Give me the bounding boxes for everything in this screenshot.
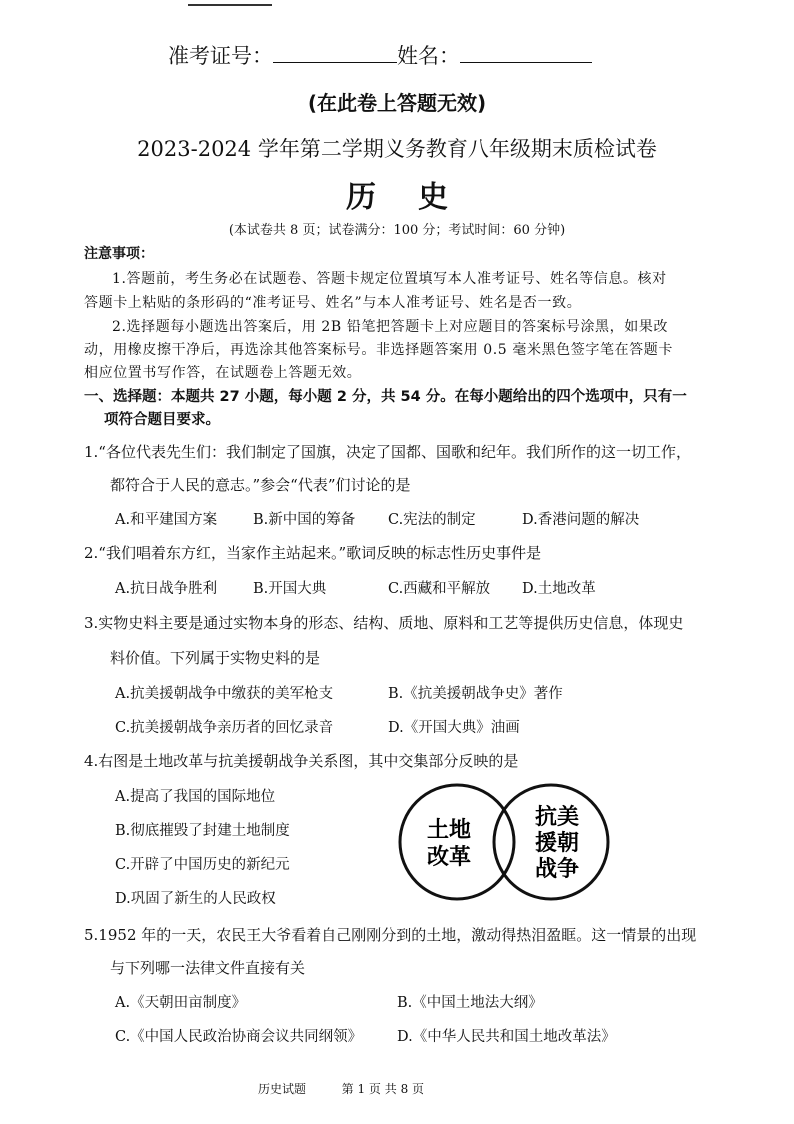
name-label: 姓名： [397, 44, 460, 68]
question-4-stem: 4.右图是土地改革与抗美援朝战争关系图，其中交集部分反映的是 [84, 752, 519, 770]
question-1-stem: 1.“各位代表先生们：我们制定了国旗，决定了国都、国歌和纪年。我们所作的这一切工作， [84, 443, 691, 461]
venn-right-label-3: 战争 [534, 857, 580, 882]
candidate-info-line [168, 40, 592, 70]
note-line: 1.答题前，考生务必在试题卷、答题卡规定位置填写本人准考证号、姓名等信息。核对 [112, 271, 667, 287]
footer-subject: 历史试题 [258, 1082, 307, 1096]
subject-title: 历史 [346, 180, 490, 215]
q3-option-c[interactable]: C.抗美援朝战争亲历者的回忆录音 [115, 720, 334, 736]
q3-option-b[interactable]: B.《抗美援朝战争史》著作 [388, 686, 563, 702]
q4-option-a[interactable]: A.提高了我国的国际地位 [115, 789, 276, 805]
q4-option-d[interactable]: D.巩固了新生的人民政权 [115, 891, 276, 907]
exam-id-label: 准考证号： [168, 44, 273, 68]
footer-page-number: 第 1 页 共 8 页 [341, 1082, 425, 1096]
venn-right-label-1: 抗美 [534, 805, 580, 830]
note-line: 2.选择题每小题选出答案后，用 2B 铅笔把答题卡上对应题目的答案标号涂黑，如果改 [112, 319, 669, 335]
q1-option-b[interactable]: B.新中国的筹备 [253, 512, 356, 528]
q3-option-d[interactable]: D.《开国大典》油画 [388, 720, 520, 736]
question-5-stem: 5.1952 年的一天，农民王大爷看着自己刚刚分到的土地，激动得热泪盈眶。这一情景的出现 [84, 926, 697, 944]
q5-option-b[interactable]: B.《中国土地法大纲》 [397, 995, 543, 1011]
q1-option-a[interactable]: A.和平建国方案 [115, 512, 218, 528]
q5-option-d[interactable]: D.《中华人民共和国土地改革法》 [397, 1029, 616, 1045]
venn-right-label-2: 援朝 [534, 831, 580, 856]
venn-left-label-2: 改革 [426, 845, 472, 870]
q4-option-b[interactable]: B.彻底摧毁了封建土地制度 [115, 823, 290, 839]
top-edge-mark [188, 0, 272, 6]
question-1-stem-cont: 都符合于人民的意志。”参会“代表”们讨论的是 [110, 476, 411, 494]
question-3-stem-cont: 料价值。下列属于实物史料的是 [110, 649, 321, 667]
q4-option-c[interactable]: C.开辟了中国历史的新纪元 [115, 857, 290, 873]
question-5-stem-cont: 与下列哪一法律文件直接有关 [110, 959, 306, 977]
note-line: 答题卡上粘贴的条形码的“准考证号、姓名”与本人准考证号、姓名是否一致。 [84, 295, 582, 311]
exam-title: 2023-2024 学年第二学期义务教育八年级期末质检试卷 [137, 137, 657, 161]
q1-option-c[interactable]: C.宪法的制定 [388, 512, 476, 528]
section-heading: 一、选择题：本题共 27 小题，每小题 2 分，共 54 分。在每小题给出的四个选项中，只有一 [84, 389, 687, 405]
venn-left-label-1: 土地 [426, 818, 472, 843]
question-3-stem: 3.实物史料主要是通过实物本身的形态、结构、质地、原料和工艺等提供历史信息，体现史 [84, 614, 684, 632]
venn-diagram [397, 782, 611, 902]
q3-option-a[interactable]: A.抗美援朝战争中缴获的美军枪支 [115, 686, 334, 702]
note-line: 相应位置书写作答，在试题卷上答题无效。 [84, 365, 362, 381]
name-blank[interactable] [460, 44, 592, 63]
q2-option-c[interactable]: C.西藏和平解放 [388, 581, 491, 597]
section-heading-cont: 项符合题目要求。 [104, 412, 220, 428]
q5-option-c[interactable]: C.《中国人民政治协商会议共同纲领》 [115, 1029, 363, 1045]
invalid-notice: (在此卷上答题无效) [307, 91, 487, 115]
q2-option-b[interactable]: B.开国大典 [253, 581, 327, 597]
question-2-stem: 2.“我们唱着东方红，当家作主站起来。”歌词反映的标志性历史事件是 [84, 544, 542, 562]
notes-heading: 注意事项： [84, 246, 154, 262]
q5-option-a[interactable]: A.《天朝田亩制度》 [115, 995, 247, 1011]
note-line: 动，用橡皮擦干净后，再选涂其他答案标号。非选择题答案用 0.5 毫米黑色签字笔在答题卡 [84, 342, 673, 358]
q2-option-d[interactable]: D.土地改革 [522, 581, 596, 597]
exam-info: (本试卷共 8 页；试卷满分：100 分；考试时间：60 分钟) [228, 223, 566, 238]
page-footer [258, 1080, 424, 1097]
q2-option-a[interactable]: A.抗日战争胜利 [115, 581, 218, 597]
exam-id-blank[interactable] [273, 44, 397, 63]
q1-option-d[interactable]: D.香港问题的解决 [522, 512, 640, 528]
